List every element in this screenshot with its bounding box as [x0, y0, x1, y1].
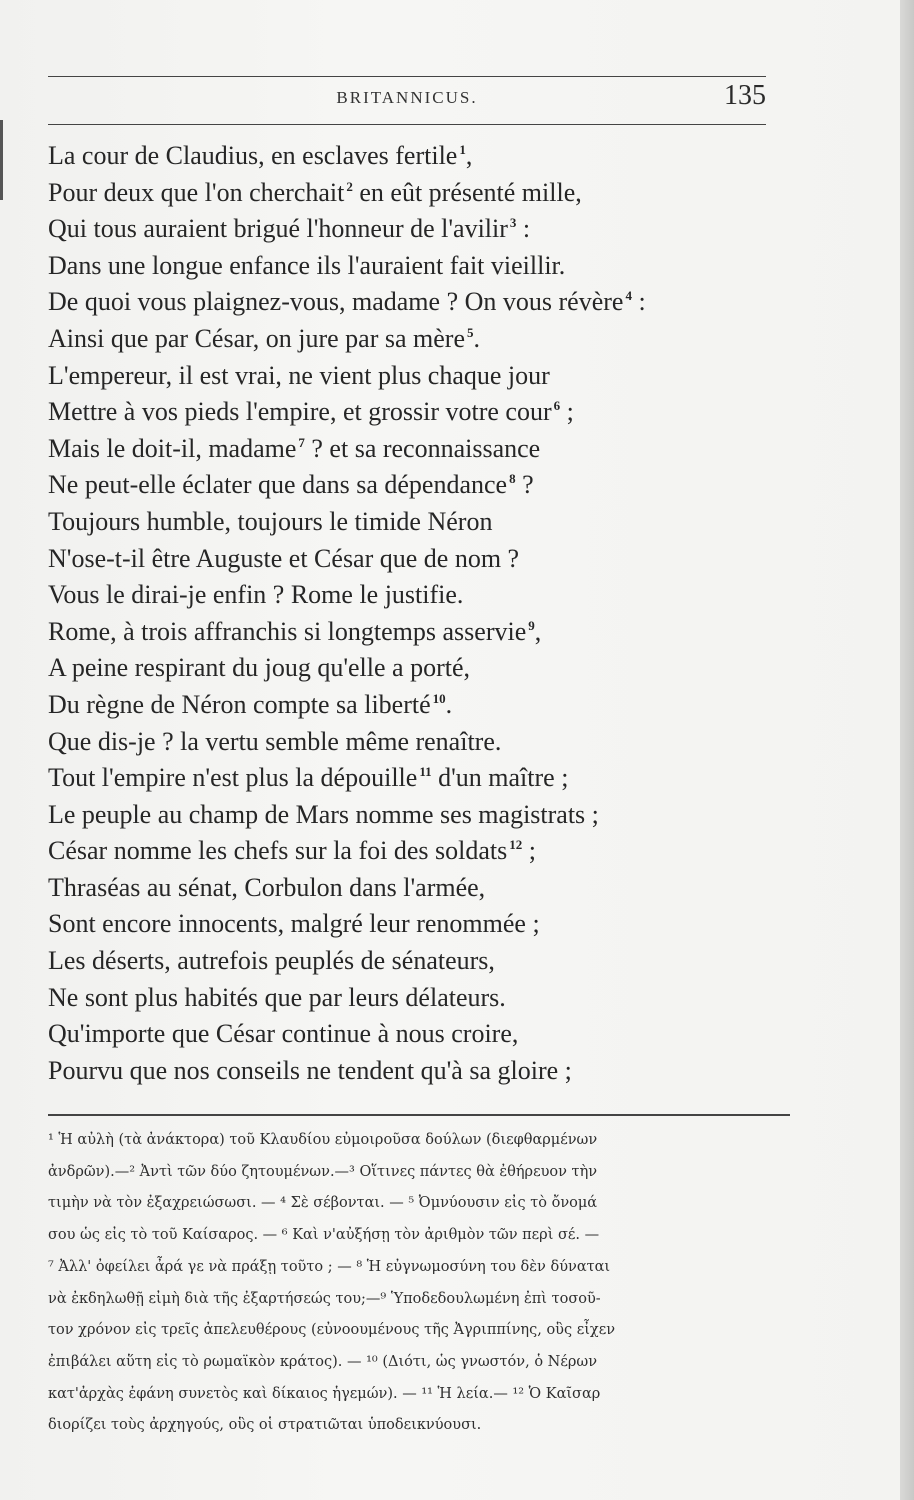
verse-text: Thraséas au sénat, Corbulon dans l'armée, — [48, 872, 486, 902]
verse-text: N'ose-t-il être Auguste et César que de nom ? — [48, 543, 520, 573]
page-number: 135 — [724, 80, 766, 111]
verse-text-after: d'un maître ; — [431, 763, 569, 793]
verse-line — [48, 687, 778, 724]
footnote-line: κατ'ἀρχὰς ἐφάνη συνετὸς καὶ δίκαιος ἡγεμών). — ¹¹ Ἡ λεία.— ¹² Ὁ Καῖσαρ — [48, 1385, 601, 1402]
verse-text: De quoi vous plaignez-vous, madame ? On vous révère — [48, 287, 624, 317]
verse-text: Mais le doit-il, madame — [48, 433, 297, 463]
verse-text: Pourvu que nos conseils ne tendent qu'à sa gloire ; — [48, 1055, 572, 1085]
verse-line — [48, 541, 778, 578]
verse-text-after: ; — [522, 836, 536, 866]
verse-line — [48, 614, 778, 651]
verse-text: L'empereur, il est vrai, ne vient plus chaque jour — [48, 360, 550, 390]
verse-line — [48, 650, 778, 687]
verse-line — [48, 1053, 778, 1090]
footnote-line: σου ὡς εἰς τὸ τοῦ Καίσαρος. — ⁶ Καὶ ν'αὐξήσῃ τὸν ἀριθμὸν τῶν περὶ σέ. — — [48, 1227, 600, 1244]
verse-text-after: en eût présenté mille, — [352, 177, 582, 207]
footnote-marker: 3 — [509, 215, 517, 231]
verse-text: Qu'importe que César continue à nous croire, — [48, 1019, 519, 1049]
footnote-line: ¹ Ἡ αὐλὴ (τὰ ἀνάκτορα) τοῦ Κλαυδίου εὐμοιροῦσα δούλων (διεφθαρμένων — [48, 1132, 598, 1148]
verse-text: Du règne de Néron compte sa liberté — [48, 689, 431, 719]
verse-text: La cour de Claudius, en esclaves fertile — [48, 141, 458, 170]
verse-text: Les déserts, autrefois peuplés de sénateurs, — [48, 946, 495, 976]
verse-text: Mettre à vos pieds l'empire, et grossir votre cour — [48, 397, 552, 427]
verse-text-after: . — [473, 323, 480, 353]
verse-text: A peine respirant du joug qu'elle a porté, — [48, 653, 471, 683]
footnote-marker: 9 — [528, 617, 535, 633]
verse-text-after: ? et sa reconnaissance — [304, 433, 541, 463]
footnote-marker: 6 — [553, 398, 561, 414]
verse-text: Sont encore innocents, malgré leur renommée ; — [48, 909, 540, 939]
verse-line — [48, 467, 778, 504]
verse-line — [48, 870, 778, 907]
verse-line — [48, 504, 778, 541]
footnote-line: ἐπιβάλει αὕτη εἰς τὸ ρωμαϊκὸν κράτος). — ¹⁰ (Διότι, ὡς γνωστόν, ὁ Νέρων — [48, 1353, 598, 1370]
verse-line — [48, 175, 778, 212]
verse-line — [48, 248, 778, 285]
verse-line — [48, 906, 778, 943]
verse-line — [48, 284, 778, 321]
verse-line — [48, 760, 778, 797]
verse-text: Tout l'empire n'est plus la dépouille — [48, 763, 418, 793]
page-edge-shadow — [900, 0, 914, 1500]
footnote-marker: 4 — [625, 288, 632, 304]
verse-text: Vous le dirai-je enfin ? Rome le justifie. — [48, 580, 464, 610]
verse-block — [48, 138, 778, 1089]
footnotes-block — [48, 1125, 790, 1442]
footnote-marker: 2 — [346, 178, 353, 194]
verse-line — [48, 138, 778, 175]
footnote-line: διορίζει τοὺς ἀρχηγούς, οὓς οἱ στρατιῶται ὑποδεικνύουσι. — [48, 1417, 482, 1434]
running-head: BRITANNICUS. — [336, 88, 478, 107]
header-bottom-rule — [48, 124, 766, 125]
footnote-marker: 8 — [509, 471, 516, 487]
verse-line — [48, 724, 778, 761]
verse-text-after: , — [534, 616, 542, 646]
verse-text: Qui tous auraient brigué l'honneur de l'avilir — [48, 214, 508, 244]
verse-text-after: : — [516, 214, 531, 244]
verse-text: Toujours humble, toujours le timide Néron — [48, 506, 493, 536]
footnote-marker: 5 — [466, 324, 474, 340]
footnote-line: ⁷ Ἀλλ' ὀφείλει ἆρά γε νὰ πράξῃ τοῦτο ; — ⁸ Ἡ εὐγνωμοσύνη του δὲν δύναται — [48, 1258, 611, 1275]
verse-line — [48, 577, 778, 614]
footnote-marker: 10 — [432, 690, 446, 706]
verse-text: Ne sont plus habités que par leurs délateurs. — [48, 982, 506, 1012]
verse-text-after: ? — [515, 470, 534, 500]
binding-mark — [0, 120, 3, 200]
verse-line — [48, 358, 778, 395]
footnote-line: ἀνδρῶν).—² Ἀντὶ τῶν δύο ζητουμένων.—³ Οἵτινες πάντες θὰ ἐθήρευον τὴν — [48, 1163, 598, 1180]
verse-line — [48, 321, 778, 358]
verse-line — [48, 833, 778, 870]
verse-line — [48, 431, 778, 468]
verse-line — [48, 797, 778, 834]
footnote-line: τιμὴν νὰ τὸν ἐξαχρειώσωσι. — ⁴ Σὲ σέβονται. — ⁵ Ὀμνύουσιν εἰς τὸ ὄνομά — [48, 1195, 598, 1212]
verse-text: Que dis-je ? la vertu semble même renaître. — [48, 726, 502, 756]
verse-text: Ne peut-elle éclater que dans sa dépendance — [48, 470, 508, 500]
footnote-rule — [48, 1114, 790, 1116]
verse-line — [48, 211, 778, 248]
footnote-marker: 11 — [419, 764, 432, 780]
footnote-marker: 1 — [459, 142, 466, 157]
footnote-line: νὰ ἐκδηλωθῇ εἰμὴ διὰ τῆς ἐξαρτήσεώς του;—⁹ Ὑποδεδουλωμένη ἐπὶ τοσοῦ- — [48, 1290, 601, 1307]
verse-text: Le peuple au champ de Mars nomme ses magistrats ; — [48, 799, 599, 829]
verse-text-after: : — [631, 287, 646, 317]
verse-text: César nomme les chefs sur la foi des soldats — [48, 836, 508, 866]
verse-line — [48, 980, 778, 1017]
verse-line — [48, 943, 778, 980]
verse-text: Rome, à trois affranchis si longtemps asservie — [48, 616, 527, 646]
verse-text: Dans une longue enfance ils l'auraient fait vieillir. — [48, 250, 566, 280]
verse-text: Pour deux que l'on cherchait — [48, 177, 345, 207]
verse-text-after: , — [465, 141, 473, 170]
header-top-rule — [48, 76, 766, 77]
verse-line — [48, 1016, 778, 1053]
verse-text: Ainsi que par César, on jure par sa mère — [48, 323, 465, 353]
footnote-line: τον χρόνον εἰς τρεῖς ἀπελευθέρους (εὐνοουμένους τῆς Ἀγριππίνης, οὓς εἶχεν — [48, 1322, 616, 1339]
page-header — [48, 72, 766, 130]
verse-line — [48, 394, 778, 431]
verse-text-after: ; — [560, 397, 574, 427]
footnote-marker: 7 — [298, 434, 305, 450]
verse-text-after: . — [445, 689, 453, 719]
footnote-marker: 12 — [509, 837, 523, 853]
